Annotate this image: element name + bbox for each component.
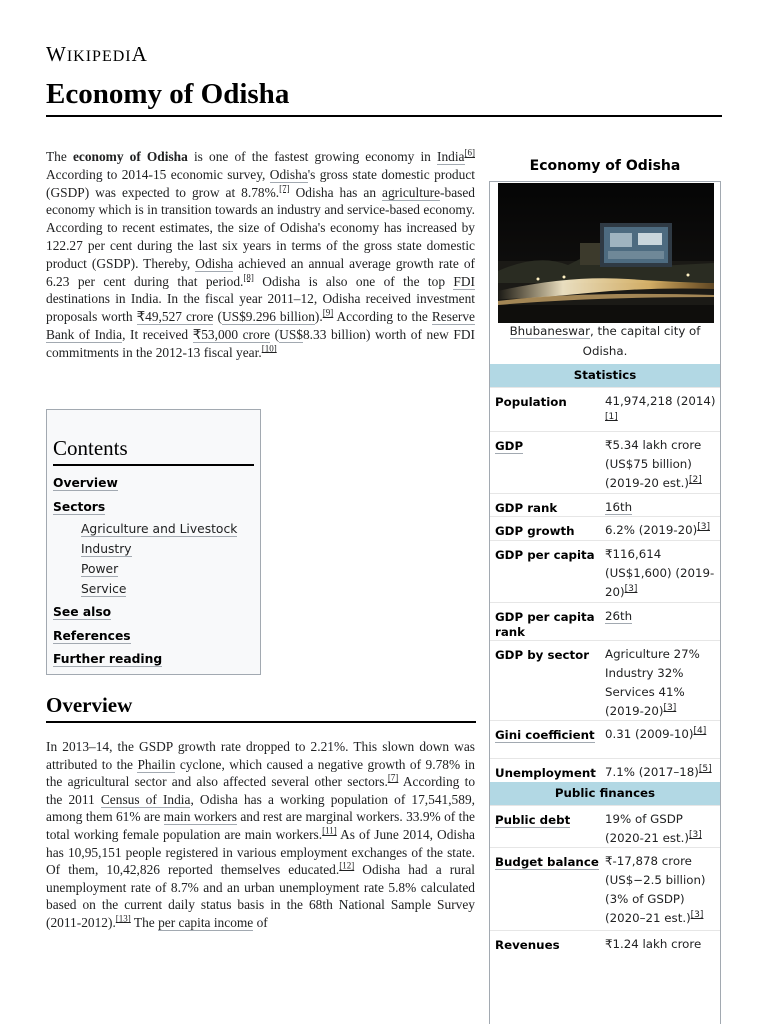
infobox-caption: Bhubaneswar, the capital city of Odisha. bbox=[509, 324, 701, 358]
infobox-row-gdp-by-sector: GDP by sector Agriculture 27% Industry 32% Services 41% (2019-20)[3] bbox=[490, 640, 720, 720]
infobox-row-gdp: GDP ₹5.34 lakh crore (US$75 billion) (2019-20 est.)[2] bbox=[490, 431, 720, 493]
link-main-workers[interactable]: main workers bbox=[163, 809, 237, 825]
toc-title: Contents bbox=[53, 436, 254, 466]
ref-9[interactable]: [9] bbox=[322, 307, 334, 318]
link-bhubaneswar[interactable]: Bhubaneswar bbox=[509, 324, 590, 338]
link-usd-billion[interactable]: US$9.296 billion bbox=[221, 309, 315, 325]
ref-3d[interactable]: [3] bbox=[689, 830, 702, 841]
ref-3e[interactable]: [3] bbox=[690, 910, 704, 921]
page-title: Economy of Odisha bbox=[46, 78, 722, 117]
toc-item-overview[interactable]: Overview bbox=[53, 476, 118, 490]
infobox-row-unemployment: Unemployment 7.1% (2017–18)[5] bbox=[490, 758, 720, 782]
ref-13[interactable]: [13] bbox=[115, 913, 131, 924]
infobox-row-gini: Gini coefficient 0.31 (2009-10)[4] bbox=[490, 720, 720, 758]
ref-10[interactable]: [10] bbox=[261, 343, 277, 354]
toc-item-industry[interactable]: Industry bbox=[81, 542, 132, 557]
bhubaneswar-night-photo[interactable] bbox=[498, 183, 714, 323]
ref-12[interactable]: [12] bbox=[339, 860, 355, 871]
section-heading-overview: Overview bbox=[46, 693, 476, 723]
toc-item-agriculture[interactable]: Agriculture and Livestock bbox=[81, 522, 238, 537]
ref-1[interactable]: [1] bbox=[605, 412, 618, 423]
toc-item-service[interactable]: Service bbox=[81, 582, 127, 597]
link-budget-balance[interactable]: Budget balance bbox=[495, 855, 599, 869]
ref-3c[interactable]: [3] bbox=[663, 703, 677, 714]
link-public-debt[interactable]: Public debt bbox=[495, 813, 571, 827]
infobox-title: Economy of Odisha bbox=[529, 158, 681, 174]
infobox-row-public-debt: Public debt 19% of GSDP (2020-21 est.)[3] bbox=[490, 805, 720, 847]
lead-paragraph: The economy of Odisha is one of the fastest growing economy in India[6] According to 2014-15 economic survey, Odisha's gross state domestic product (GSDP) was expected to grow at 8.78%.[7] Odisha has an agriculture-based economy which is in transition towards an industry and service-based economy. According to recent estimates, the size of Odisha's economy has increased by 122.27 per cent during the last six years in terms of the gross state domestic product (GSDP). Thereby, Odisha achieved an annual average growth rate of 6.23 per cent during that period.[8] Odisha is also one of the top FDI destinations in India. In the fiscal year 2011–12, Odisha received investment proposals worth ₹49,527 crore (US$9.296 billion).[9] According to the Reserve Bank of India, It received ₹53,000 crore (US$8.33 billion) worth of new FDI commitments in the 2012-13 fiscal year.[10] bbox=[46, 147, 475, 360]
toc-item-sectors[interactable]: Sectors bbox=[53, 499, 106, 514]
link-india[interactable]: India bbox=[436, 149, 465, 164]
ref-7[interactable]: [7] bbox=[279, 183, 290, 194]
ref-4[interactable]: [4] bbox=[693, 726, 707, 737]
infobox-section-statistics: Statistics bbox=[490, 364, 720, 387]
toc-item-further-reading[interactable]: Further reading bbox=[53, 652, 163, 667]
infobox bbox=[489, 181, 721, 1024]
infobox-row-gdp-rank: GDP rank 16th bbox=[490, 493, 720, 516]
infobox-row-budget-balance: Budget balance ₹-17,878 crore (US$−2.5 billion) (3% of GSDP) (2020–21 est.)[3] bbox=[490, 847, 720, 930]
ref-8[interactable]: [8] bbox=[243, 272, 254, 283]
link-crore-2[interactable]: ₹53,000 crore bbox=[192, 326, 271, 342]
table-of-contents bbox=[46, 409, 261, 675]
link-gdp-per-capita-rank[interactable]: 26th bbox=[605, 609, 633, 623]
link-per-capita-income[interactable]: per capita income bbox=[158, 914, 254, 930]
toc-item-see-also[interactable]: See also bbox=[53, 605, 112, 620]
link-gini[interactable]: Gini coefficient bbox=[495, 728, 595, 742]
ref-3a[interactable]: [3] bbox=[697, 522, 710, 533]
infobox-row-gdp-per-capita: GDP per capita ₹116,614 (US$1,600) (2019-20)[3] bbox=[490, 540, 720, 602]
ref-11[interactable]: [11] bbox=[322, 825, 337, 836]
link-crore[interactable]: ₹49,527 crore bbox=[136, 309, 214, 325]
infobox-row-gdp-growth: GDP growth 6.2% (2019-20)[3] bbox=[490, 516, 720, 540]
infobox-section-public-finances: Public finances bbox=[490, 782, 720, 805]
link-gdp-rank[interactable]: 16th bbox=[605, 500, 633, 514]
link-gdp[interactable]: GDP bbox=[495, 439, 524, 453]
ref-2[interactable]: [2] bbox=[689, 475, 702, 486]
wikipedia-wordmark[interactable]: WIKIPEDIA bbox=[46, 42, 148, 66]
link-odisha-2[interactable]: Odisha bbox=[195, 255, 234, 271]
link-rbi[interactable]: Reserve Bank of India bbox=[46, 309, 475, 342]
overview-paragraph: In 2013–14, the GSDP growth rate dropped to 2.21%. This slown down was attributed to the Phailin cyclone, which caused a negative growth of 9.78% in the agricultural sector and also affected several other sectors.[7] According to the 2011 Census of India, Odisha has a working population of 17,541,589, among them 61% are main workers and rest are marginal workers. 33.9% of the total working female population are main workers.[11] As of June 2014, Odisha has 10,95,151 people registered in various employment exchanges of the state. Of them, 10,42,826 reported themselves educated.[12] Odisha had a rural unemployment rate of 8.7% and an urban unemployment rate 5.8% calculated based on the current daily status basis in the 68th National Sample Survey (2011-2012).[13] The per capita income of bbox=[46, 739, 476, 930]
infobox-row-population: Population 41,974,218 (2014)[1] bbox=[490, 387, 720, 431]
link-fdi[interactable]: FDI bbox=[453, 273, 475, 289]
link-phailin[interactable]: Phailin bbox=[137, 756, 176, 772]
infobox-row-gdp-per-capita-rank: GDP per capita rank 26th bbox=[490, 602, 720, 640]
ref-3b[interactable]: [3] bbox=[624, 584, 638, 595]
link-us[interactable]: US$ bbox=[279, 326, 303, 342]
ref-7b[interactable]: [7] bbox=[387, 772, 399, 783]
toc-item-power[interactable]: Power bbox=[81, 562, 119, 577]
ref-6[interactable]: [6] bbox=[464, 147, 475, 158]
toc-item-references[interactable]: References bbox=[53, 628, 131, 643]
ref-5[interactable]: [5] bbox=[698, 764, 712, 775]
infobox-row-revenues: Revenues ₹1.24 lakh crore bbox=[490, 930, 720, 970]
link-agriculture[interactable]: agriculture bbox=[382, 184, 441, 200]
link-census[interactable]: Census of India bbox=[100, 791, 191, 807]
link-odisha[interactable]: Odisha bbox=[269, 166, 308, 182]
